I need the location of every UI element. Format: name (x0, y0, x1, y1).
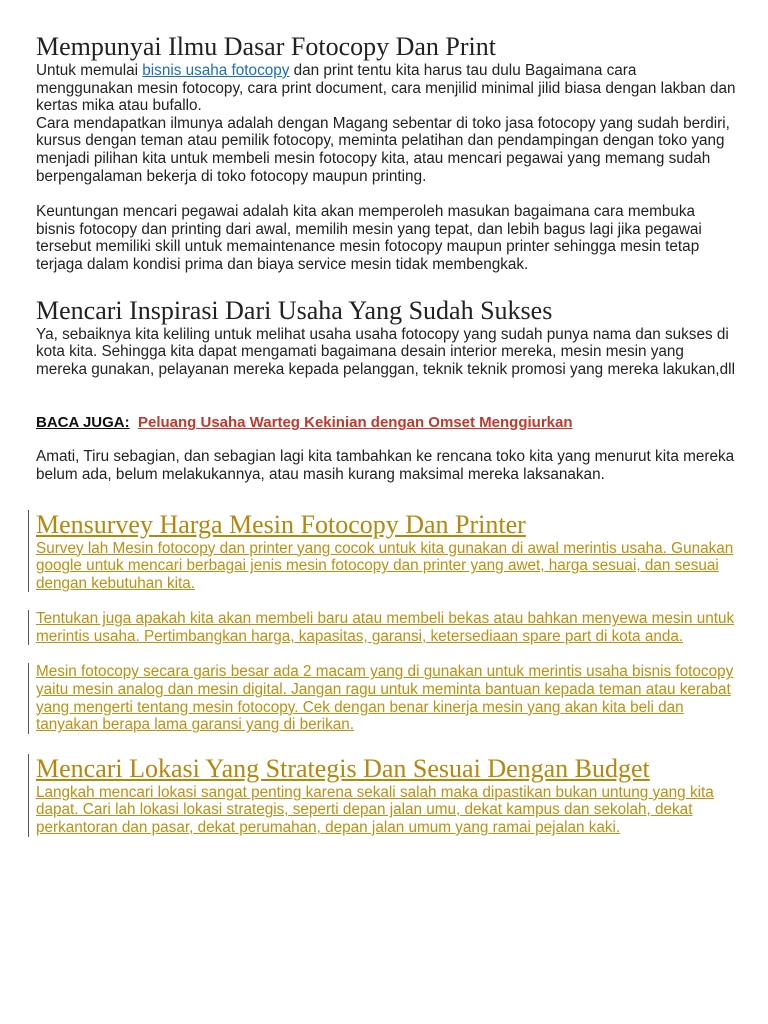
baca-juga-link[interactable]: Peluang Usaha Warteg Kekinian dengan Omset Menggiurkan (137, 414, 573, 432)
link-bisnis-usaha-fotocopy[interactable]: bisnis usaha fotocopy (142, 62, 290, 79)
baca-juga-box (36, 414, 736, 432)
heading-lokasi[interactable]: Mencari Lokasi Yang Strategis Dan Sesuai Dengan Budget (36, 753, 650, 783)
document-page (36, 32, 736, 837)
paragraph-intro (36, 62, 736, 115)
section-macam-mesin[interactable] (36, 663, 736, 733)
paragraph-survey[interactable]: Survey lah Mesin fotocopy dan printer yang cocok untuk kita gunakan di awal merintis usaha. Gunakan google untuk mencari berbagai jenis mesin fotocopy dan printer yang awet, harga sesuai, dan sesuai dengan kebutuhan kita. (36, 539, 734, 592)
heading-ilmu-dasar: Mempunyai Ilmu Dasar Fotocopy Dan Print (36, 32, 496, 61)
intro-text-before: Untuk memulai (36, 62, 143, 79)
paragraph-cara-mendapatkan: Cara mendapatkan ilmunya adalah dengan Magang sebentar di toko jasa fotocopy yang sudah berdiri, kursus dengan teman atau pemilik fotocopy, meminta pelatihan dan pendampingan dengan toko yang menjadi pilihan kita untuk membeli mesin fotocopy kita, atau mencari pegawai yang memang sudah berpengalaman bekerja di toko fotocopy maupun printing. (36, 114, 730, 185)
revision-bar (28, 510, 29, 593)
heading-inspirasi: Mencari Inspirasi Dari Usaha Yang Sudah Sukses (36, 295, 553, 325)
paragraph-tentukan[interactable]: Tentukan juga apakah kita akan membeli baru atau membeli bekas atau bahkan menyewa mesin untuk merintis usaha. Pertimbangkan harga, kapasitas, garansi, ketersediaan spare part di kota anda. (36, 610, 735, 645)
paragraph-amati: Amati, Tiru sebagian, dan sebagian lagi kita tambahkan ke rencana toko kita yang menurut kita mereka belum ada, belum melakukannya, atau masih kurang maksimal mereka laksanakan. (36, 448, 735, 483)
revision-bar (28, 610, 29, 645)
section-survey-harga[interactable] (36, 510, 736, 593)
section-tentukan[interactable] (36, 610, 736, 645)
heading-survey-harga[interactable]: Mensurvey Harga Mesin Fotocopy Dan Printer (36, 509, 526, 539)
paragraph-macam-mesin[interactable]: Mesin fotocopy secara garis besar ada 2 macam yang di gunakan untuk merintis usaha bisnis fotocopy yaitu mesin analog dan mesin digital. Jangan ragu untuk meminta bantuan kepada teman atau kerabat yang mengerti tentang mesin fotocopy. Cek dengan benar kinerja mesin yang akan kita beli dan tanyakan berapa lama garansi yang di berikan. (36, 663, 734, 734)
paragraph-lokasi[interactable]: Langkah mencari lokasi sangat penting karena sekali salah maka dipastikan bukan untung yang kita dapat. Cari lah lokasi lokasi strategis, seperti depan jalan umu, dekat kampus dan sekolah, dekat perkantoran dan pasar, dekat perumahan, depan jalan umum yang ramai pejalan kaki. (36, 783, 714, 837)
revision-bar (28, 663, 29, 733)
intro-text-after: dan print tentu kita harus tau dulu Bagaimana cara menggunakan mesin fotocopy, cara print document, cara menjilid minimal jilid biasa dengan lakban dan kertas mika atau bufallo. (36, 62, 736, 115)
section-lokasi[interactable] (36, 754, 736, 837)
revision-bar (28, 754, 29, 837)
paragraph-keuntungan: Keuntungan mencari pegawai adalah kita akan memperoleh masukan bagaimana cara membuka bisnis fotocopy dan printing dari awal, memilih mesin yang tepat, dan lebih bagus lagi jika pegawai tersebut memiliki skill untuk memaintenance mesin fotocopy maupun printer sehingga mesin tetap terjaga dalam kondisi prima dan biaya service mesin tidak membengkak. (36, 203, 702, 273)
baca-juga-label: BACA JUGA: (36, 414, 130, 432)
paragraph-inspirasi: Ya, sebaiknya kita keliling untuk melihat usaha usaha fotocopy yang sudah punya nama dan sukses di kota kita. Sehingga kita dapat mengamati bagaimana desain interior mereka, mesin mesin yang mereka gunakan, pelayanan mereka kepada pelanggan, teknik teknik promosi yang mereka lakukan,dll (36, 325, 735, 378)
